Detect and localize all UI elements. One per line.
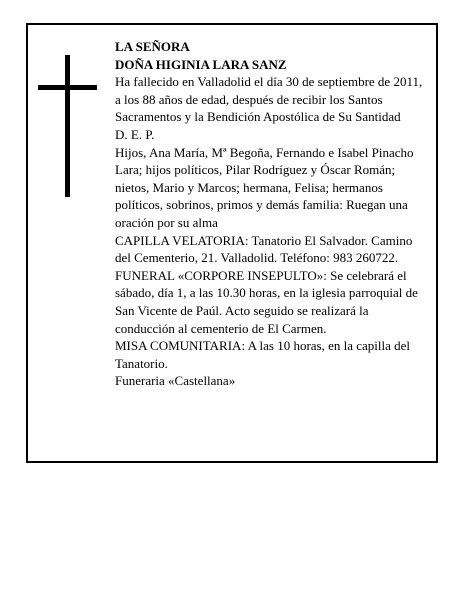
chapel-info: CAPILLA VELATORIA: Tanatorio El Salvador. Camino del Cementerio, 21. Valladolid. Teléfono: 983 260722.: [115, 232, 413, 266]
cross-icon: [65, 55, 70, 197]
funeral-info: FUNERAL «CORPORE INSEPULTO»: Se celebrará el sábado, día 1, a las 10.30 horas, en la iglesia parroquial de San Vicente de Paúl. Acto seguido se realizará la conducción al cementerio de El Carmen.: [115, 267, 418, 336]
death-announcement: Ha fallecido en Valladolid el día 30 de septiembre de 2011, a los 88 años de edad, después de recibir los Santos Sacramentos y la Bendición Apostólica de Su Santidad: [115, 74, 423, 125]
cross-icon-bar: [38, 85, 97, 90]
funeral-home: Funeraria «Castellana»: [115, 373, 236, 389]
family-list: Hijos, Ana María, Mª Begoña, Fernando e Isabel Pinacho Lara; hijos políticos, Pilar Rodríguez y Óscar Román; nietos, Mario y Marcos; hermana, Felisa; hermanos políticos, sobrinos, primos y demás familia: Ruegan una oración por su alma: [115, 144, 414, 230]
rest-in-peace: D. E. P.: [115, 126, 155, 142]
notice-title: LA SEÑORA: [115, 39, 190, 54]
notice-body: [115, 38, 427, 390]
deceased-name: DOÑA HIGINIA LARA SANZ: [115, 56, 287, 72]
mass-info: MISA COMUNITARIA: A las 10 horas, en la capilla del Tanatorio.: [115, 338, 411, 371]
